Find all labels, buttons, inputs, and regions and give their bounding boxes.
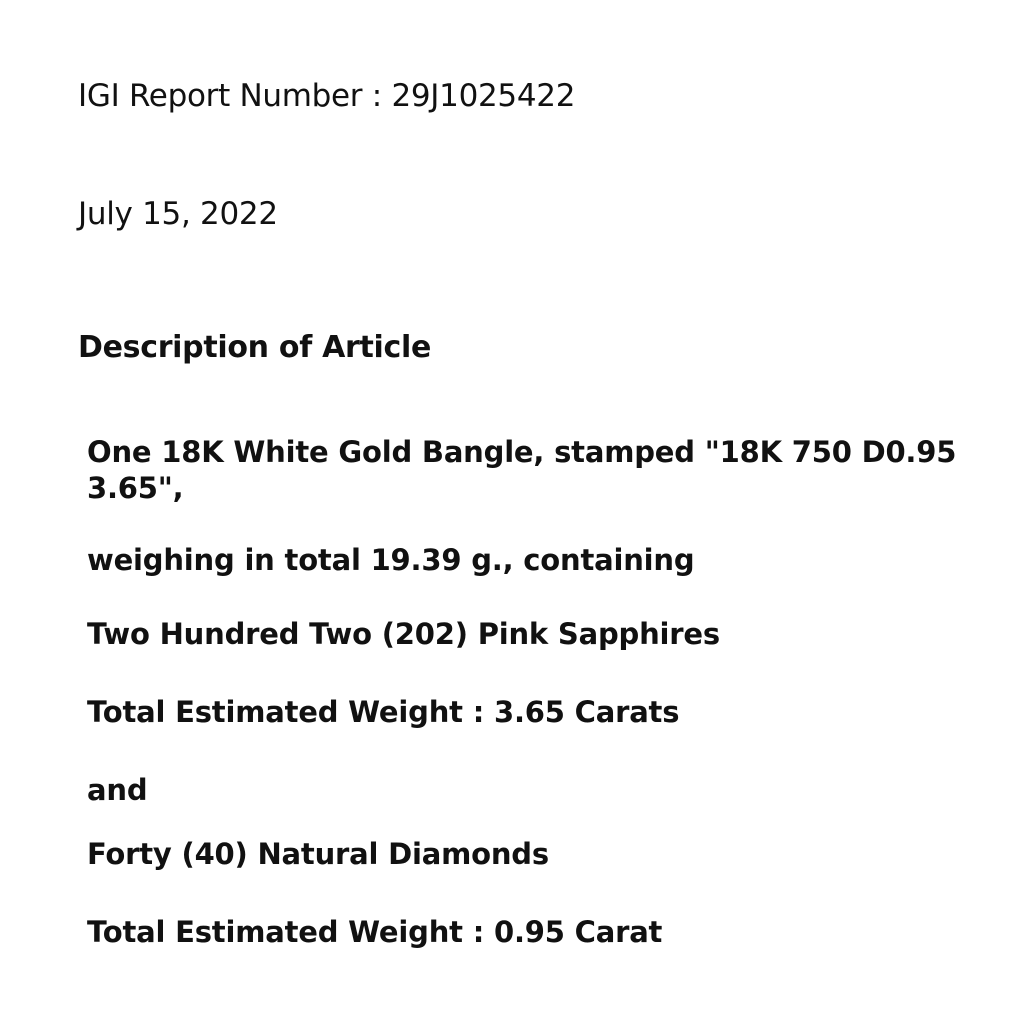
section-heading: Description of Article	[78, 330, 432, 365]
description-item-diamonds: Forty (40) Natural Diamonds	[87, 837, 549, 871]
description-item-and: and	[87, 773, 148, 807]
report-number: IGI Report Number : 29J1025422	[78, 78, 576, 114]
description-item-stamp: One 18K White Gold Bangle, stamped "18K 750 D0.95 3.65",	[87, 435, 957, 505]
description-item-sapphires: Two Hundred Two (202) Pink Sapphires	[87, 617, 720, 651]
description-item-weight: weighing in total 19.39 g., containing	[87, 543, 695, 577]
report-date: July 15, 2022	[78, 196, 278, 232]
description-item-sapphire-weight: Total Estimated Weight : 3.65 Carats	[87, 695, 680, 729]
description-item-diamond-weight: Total Estimated Weight : 0.95 Carat	[87, 915, 663, 949]
